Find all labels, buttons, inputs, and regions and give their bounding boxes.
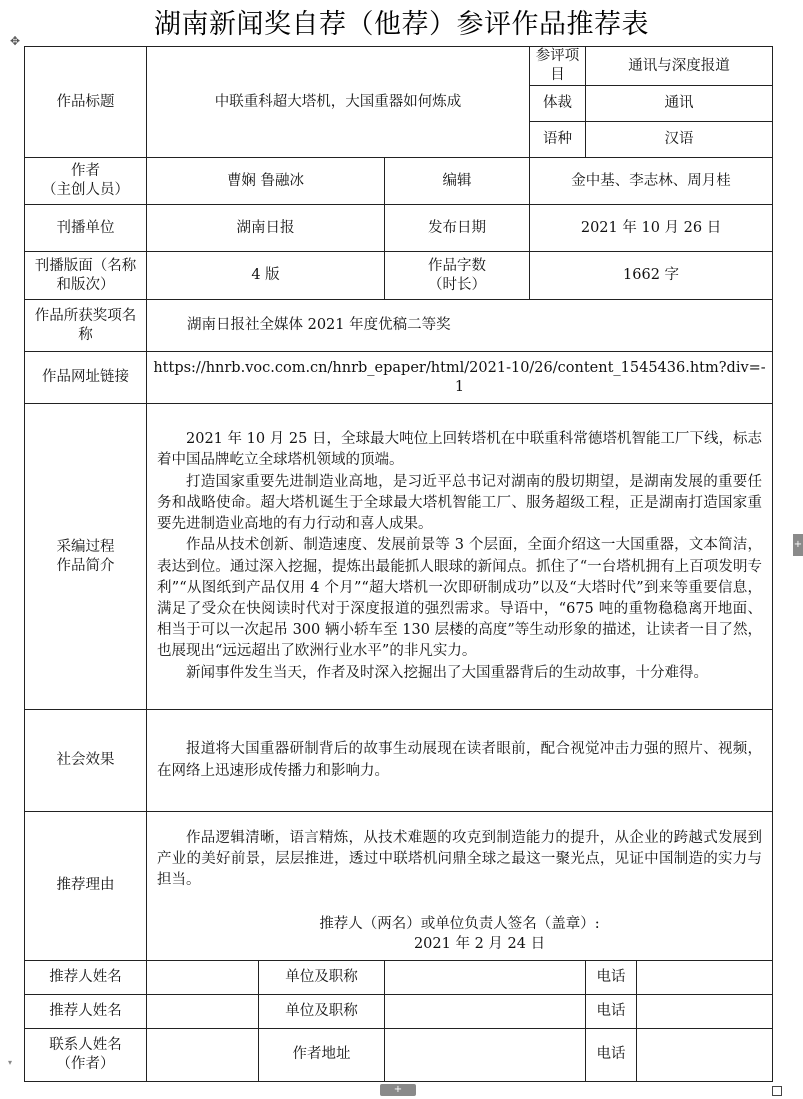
- author-label-line2: （主创人员）: [42, 182, 129, 198]
- social-effect-content[interactable]: [147, 710, 773, 812]
- recommender1-name-label: 推荐人姓名: [25, 960, 147, 994]
- recommender2-name-label: 推荐人姓名: [25, 994, 147, 1028]
- word-count-value[interactable]: 1662 字: [530, 252, 773, 300]
- recommender1-phone-field[interactable]: [637, 961, 772, 994]
- recommendation-text: 作品逻辑清晰，语言精炼，从技术难题的攻克到制造能力的提升，从企业的跨越式发展到产业的美好前景，层层推进，透过中联塔机问鼎全球之最这一聚光点，见证中国制造的实力与担当。: [157, 830, 763, 889]
- recommender2-phone-field[interactable]: [637, 995, 772, 1028]
- award-value[interactable]: 湖南日报社全媒体 2021 年度优稿二等奖: [147, 300, 773, 352]
- genre-label: 体裁: [530, 86, 586, 122]
- category-value[interactable]: 通讯与深度报道: [586, 47, 773, 86]
- form-title: 湖南新闻奖自荐（他荐）参评作品推荐表: [154, 9, 649, 40]
- page-value[interactable]: 4 版: [147, 252, 385, 300]
- recommendation-label: 推荐理由: [25, 812, 147, 961]
- language-label: 语种: [530, 122, 586, 158]
- recommender1-name-field[interactable]: [147, 960, 259, 994]
- summary-paragraph: 作品从技术创新、制造速度、发展前景等 3 个层面，全面介绍这一大国重器，文本简洁，表达到位。通过深入挖掘，提炼出最能抓人眼球的新闻点。抓住了“一台塔机拥有上百项发明专利”“从图纸到产品仅用 4 个月”“超大塔机一次即研制成功”以及“大塔时代”到来等重要信息，满足了受众在快阅读时代对于深度报道的强烈需求。导语中，“675 吨的重物稳稳离开地面、相当于可以一次起吊 300 辆小轿车至 130 层楼的高度”等生动形象的描述，让读者一目了然，也展现出“远远超出了欧洲行业水平”的非凡实力。: [157, 537, 763, 660]
- author-label-line1: 作者: [71, 163, 100, 179]
- category-label: 参评项目: [530, 47, 586, 86]
- publisher-label: 刊播单位: [25, 205, 147, 252]
- work-title-label: 作品标题: [25, 47, 147, 158]
- publish-date-label: 发布日期: [385, 205, 530, 252]
- recommender1-phone-label: 电话: [586, 961, 637, 994]
- contact-name-label: [25, 1028, 147, 1081]
- summary-content[interactable]: [147, 404, 773, 710]
- word-count-label: [385, 252, 530, 300]
- word-count-label-line1: 作品字数: [428, 257, 487, 274]
- recommender2-name-field[interactable]: [147, 994, 259, 1028]
- table-move-icon[interactable]: ✥: [9, 34, 21, 48]
- contact-address-field[interactable]: [385, 1028, 586, 1081]
- genre-value[interactable]: 通讯: [586, 86, 773, 122]
- social-effect-label: 社会效果: [25, 710, 147, 812]
- summary-paragraph: 2021 年 10 月 25 日，全球最大吨位上回转塔机在中联重科常德塔机智能工厂下线，标志着中国品牌屹立全球塔机领域的顶端。: [157, 431, 763, 469]
- summary-label-line1: 采编过程: [56, 538, 115, 555]
- page-label: 刊播版面（名称和版次）: [25, 252, 147, 300]
- contact-address-label: 作者地址: [259, 1028, 385, 1081]
- summary-paragraph: 新闻事件发生当天，作者及时深入挖掘出了大国重器背后的生动故事，十分难得。: [186, 664, 708, 681]
- recommender2-unit-label: 单位及职称: [259, 994, 385, 1028]
- editor-label: 编辑: [385, 158, 530, 205]
- language-value[interactable]: 汉语: [586, 122, 773, 158]
- award-label: 作品所获奖项名称: [25, 300, 147, 352]
- table-resize-handle[interactable]: [772, 1086, 782, 1096]
- editor-value[interactable]: 金中基、李志林、周月桂: [530, 158, 773, 205]
- signature-line: 推荐人（两名）或单位负责人签名（盖章）:: [319, 915, 600, 932]
- recommendation-form-table: [24, 46, 773, 1082]
- recommendation-content[interactable]: [147, 812, 773, 961]
- contact-phone-field[interactable]: [637, 1029, 772, 1081]
- summary-label-line2: 作品简介: [56, 557, 115, 574]
- social-effect-text: 报道将大国重器研制背后的故事生动展现在读者眼前，配合视觉冲击力强的照片、视频，在网络上迅速形成传播力和影响力。: [157, 741, 763, 779]
- signature-date: 2021 年 2 月 24 日: [413, 935, 546, 952]
- work-title-value[interactable]: 中联重科超大塔机，大国重器如何炼成: [147, 47, 530, 158]
- contact-name-field[interactable]: [147, 1028, 259, 1081]
- add-row-icon[interactable]: +: [380, 1084, 416, 1096]
- publisher-value[interactable]: 湖南日报: [147, 205, 385, 252]
- contact-name-label-line2: （作者）: [56, 1055, 115, 1072]
- author-value[interactable]: 曹娴 鲁融冰: [147, 158, 385, 205]
- recommender2-phone-label: 电话: [586, 995, 637, 1028]
- recommender2-unit-field[interactable]: [385, 994, 586, 1028]
- add-column-icon[interactable]: +: [793, 534, 803, 556]
- summary-label: [25, 404, 147, 710]
- contact-phone-label: 电话: [586, 1029, 637, 1081]
- url-label: 作品网址链接: [25, 352, 147, 404]
- publish-date-value[interactable]: 2021 年 10 月 26 日: [530, 205, 773, 252]
- dropdown-marker-icon: ▾: [8, 1058, 13, 1067]
- word-count-label-line2: （时长）: [428, 276, 487, 293]
- author-label: [25, 158, 147, 205]
- recommender1-unit-field[interactable]: [385, 960, 586, 994]
- contact-name-label-line1: 联系人姓名: [49, 1036, 122, 1053]
- summary-paragraph: 打造国家重要先进制造业高地，是习近平总书记对湖南的殷切期望，是湖南发展的重要任务和战略使命。超大塔机诞生于全球最大塔机智能工厂、服务超级工程，正是湖南打造国家重要先进制造业高地的有力行动和喜人成果。: [157, 473, 763, 533]
- url-value[interactable]: https://hnrb.voc.com.cn/hnrb_epaper/html/2021-10/26/content_1545436.htm?div=-1: [147, 352, 773, 404]
- recommender1-unit-label: 单位及职称: [259, 960, 385, 994]
